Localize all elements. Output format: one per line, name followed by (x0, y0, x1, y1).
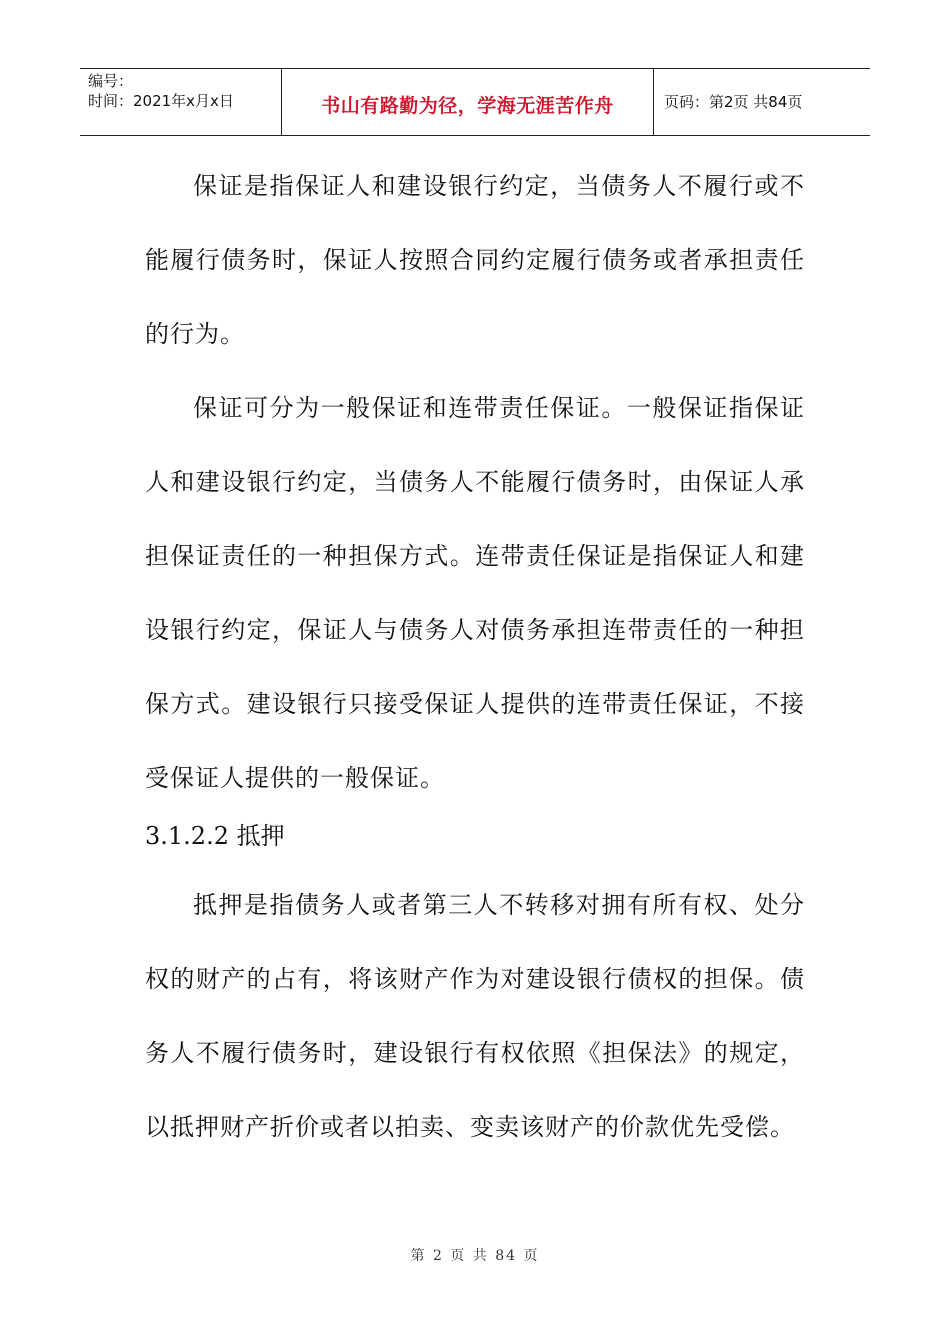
paragraph-guarantee-definition: 保证是指保证人和建设银行约定，当债务人不履行或不能履行债务时，保证人按照合同约定履行债务或者承担责任的行为。 (145, 172, 805, 348)
number-label: 编号： (88, 72, 134, 90)
header-page-cell (654, 69, 870, 135)
page-footer: 第 2 页 共 84 页 (410, 1248, 540, 1264)
paragraph-guarantee-types: 保证可分为一般保证和连带责任保证。一般保证指保证人和建设银行约定，当债务人不能履行债务时，由保证人承担保证责任的一种担保方式。连带责任保证是指保证人和建设银行约定，保证人与债务人对债务承担连带责任的一种担保方式。建设银行只接受保证人提供的连带责任保证，不接受保证人提供的一般保证。 (145, 394, 805, 792)
time-label: 时间：2021年x月x日 (88, 92, 234, 110)
paragraph-mortgage: 抵押是指债务人或者第三人不转移对拥有所有权、处分权的财产的占有，将该财产作为对建设银行债权的担保。债务人不履行债务时，建设银行有权依照《担保法》的规定，以抵押财产折价或者以拍卖、变卖该财产的价款优先受偿。 (145, 891, 805, 1141)
section-heading: 3.1.2.2 抵押 (145, 822, 285, 850)
motto-text: 书山有路勤为径，学海无涯苦作舟 (321, 95, 614, 117)
page-info: 页码：第2页 共84页 (664, 93, 803, 111)
page-header (80, 68, 870, 136)
header-motto-cell (282, 69, 654, 135)
header-meta-cell (80, 69, 282, 135)
